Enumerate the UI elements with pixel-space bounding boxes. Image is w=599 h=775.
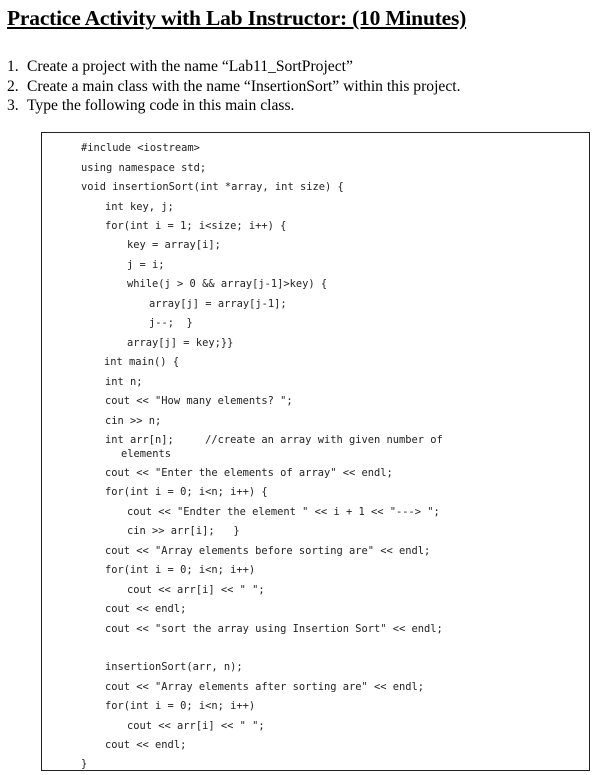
step-text: Create a main class with the name “InsertionSort” within this project. (27, 77, 461, 95)
code-line: for(int i = 0; i<n; i++) (105, 564, 256, 576)
instruction-item (7, 96, 460, 116)
code-line: for(int i = 1; i<size; i++) { (105, 220, 287, 232)
code-line: elements (121, 448, 172, 460)
step-number: 1. (7, 58, 19, 75)
code-line: cout << arr[i] << " "; (127, 584, 265, 596)
instruction-item (7, 77, 460, 97)
code-line: cout << "Endter the element " << i + 1 << "---> "; (127, 506, 440, 518)
code-line: array[j] = key;}} (127, 337, 234, 349)
code-line: while(j > 0 && array[j-1]>key) { (127, 278, 328, 290)
code-line: j = i; (127, 259, 165, 271)
code-line: cout << "Enter the elements of array" << endl; (105, 467, 393, 479)
code-line: cout << endl; (105, 603, 187, 615)
step-number: 2. (7, 77, 19, 95)
code-line: cout << "Array elements after sorting are" << endl; (105, 681, 425, 693)
code-line: } (81, 758, 88, 770)
code-line: int main() { (104, 356, 180, 368)
code-line: key = array[i]; (127, 239, 221, 251)
code-line: cin >> arr[i]; } (127, 525, 240, 537)
instruction-item (7, 57, 460, 77)
code-line: cin >> n; (105, 415, 162, 427)
code-line: cout << "sort the array using Insertion Sort" << endl; (105, 623, 443, 635)
step-text: Create a project with the name “Lab11_SortProject” (27, 58, 353, 75)
code-line: #include <iostream> (81, 142, 200, 154)
code-line: cout << "Array elements before sorting are" << endl; (105, 545, 431, 557)
page-title: Practice Activity with Lab Instructor: (10 Minutes) (7, 6, 467, 30)
code-line: void insertionSort(int *array, int size) { (81, 181, 344, 193)
code-line: int key, j; (105, 201, 174, 213)
code-line: cout << arr[i] << " "; (127, 720, 265, 732)
code-line: int arr[n]; //create an array with given number of (105, 434, 443, 446)
code-line: for(int i = 0; i<n; i++) { (105, 486, 268, 498)
code-line: cout << endl; (105, 739, 187, 751)
code-line: cout << "How many elements? "; (105, 395, 293, 407)
code-line: using namespace std; (81, 162, 207, 174)
code-block (41, 132, 590, 771)
code-line: int n; (105, 376, 143, 388)
code-line: insertionSort(arr, n); (105, 661, 243, 673)
code-line: array[j] = array[j-1]; (149, 298, 287, 310)
step-text: Type the following code in this main class. (27, 97, 295, 114)
code-line: j--; } (149, 317, 193, 329)
step-number: 3. (7, 97, 19, 114)
code-line: for(int i = 0; i<n; i++) (105, 700, 256, 712)
instruction-list (7, 57, 460, 116)
